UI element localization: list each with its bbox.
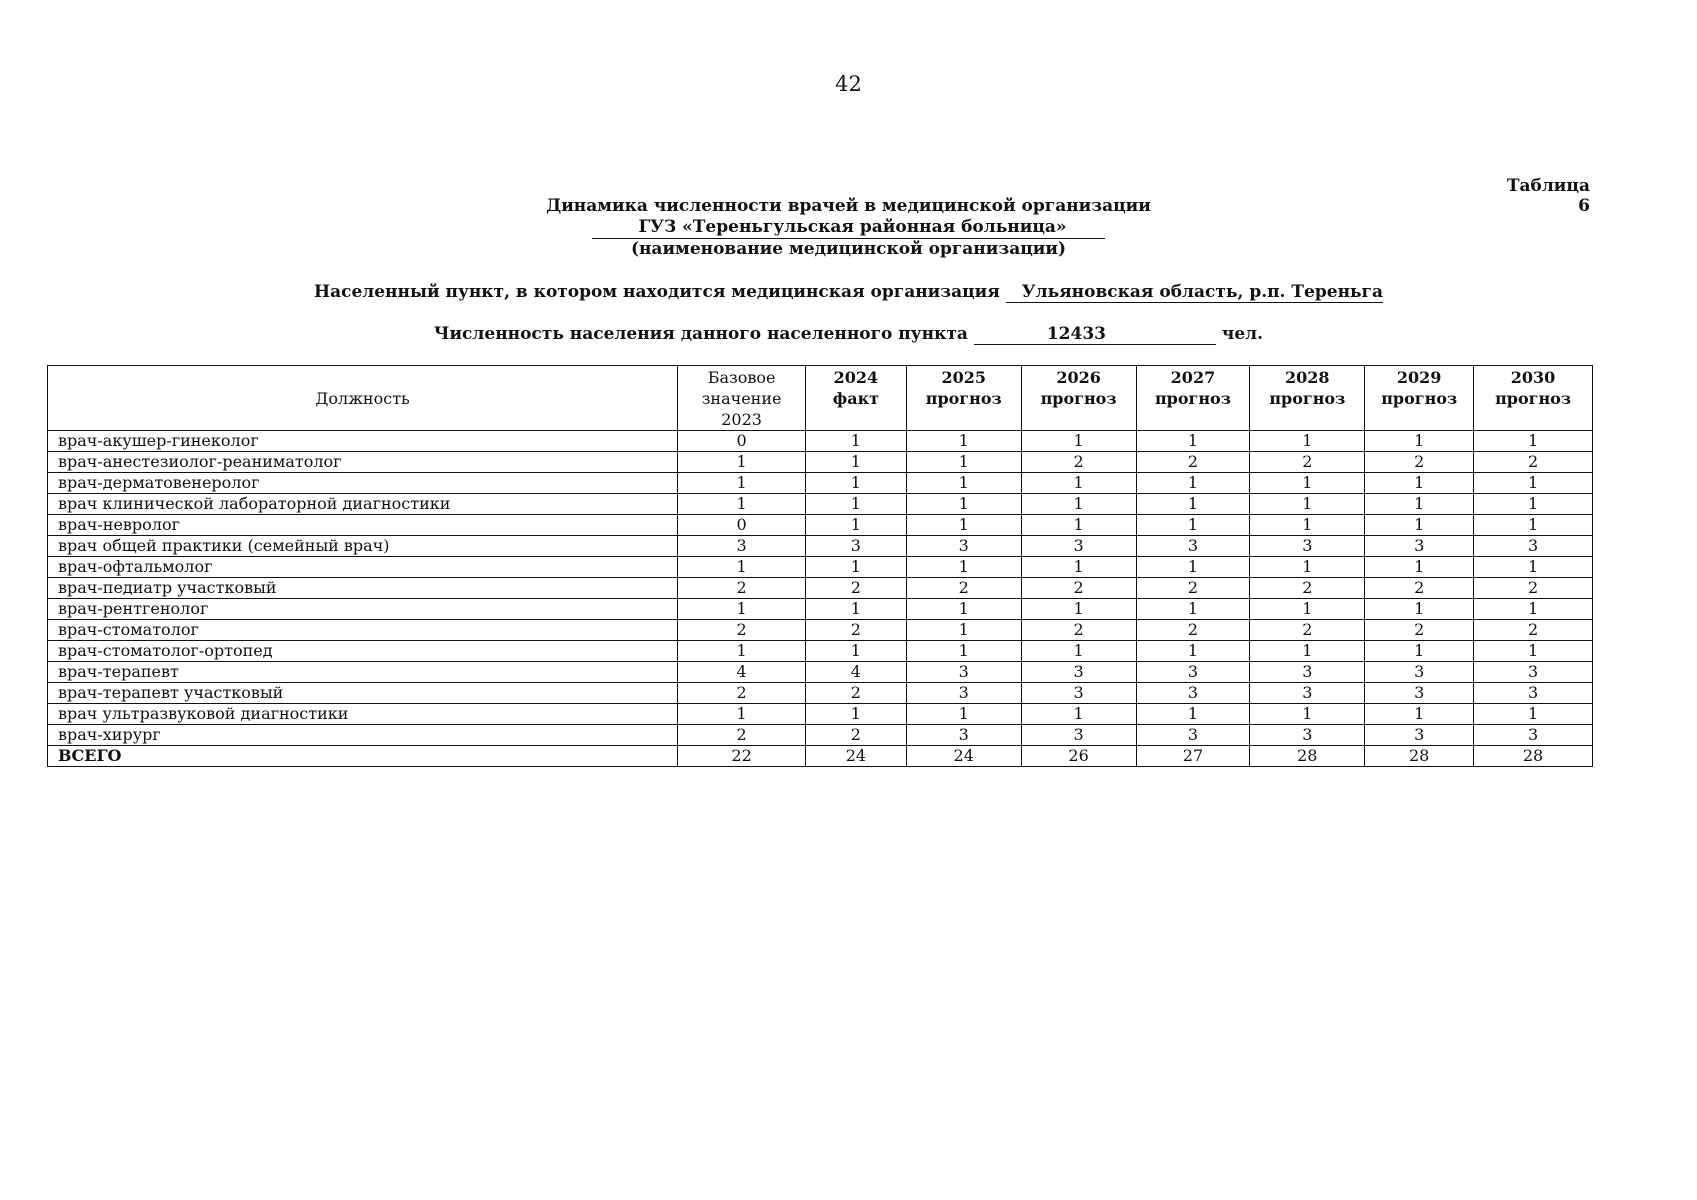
value-cell: 2 [806, 620, 907, 641]
locality-value: Ульяновская область, р.п. Тереньга [1006, 282, 1383, 303]
header-year [1474, 366, 1593, 431]
value-cell: 3 [1250, 536, 1365, 557]
value-cell: 2 [1250, 578, 1365, 599]
value-cell: 1 [1250, 641, 1365, 662]
header-year-note: прогноз [1154, 389, 1231, 408]
header-year-note: прогноз [1269, 389, 1346, 408]
position-cell: врач ультразвуковой диагностики [48, 704, 678, 725]
value-cell: 3 [1474, 683, 1593, 704]
locality-label: Населенный пункт, в котором находится медицинская организация [314, 282, 1000, 302]
table-total-row [48, 746, 1593, 767]
value-cell: 1 [678, 473, 806, 494]
table-row [48, 641, 1593, 662]
staff-dynamics-table [47, 365, 1593, 767]
value-cell: 1 [806, 452, 907, 473]
value-cell: 1 [806, 431, 907, 452]
header-year [1021, 366, 1136, 431]
table-row [48, 620, 1593, 641]
value-cell: 1 [906, 431, 1021, 452]
value-cell: 2 [1474, 620, 1593, 641]
value-cell: 1 [1365, 494, 1474, 515]
value-cell: 2 [678, 620, 806, 641]
value-cell: 2 [906, 578, 1021, 599]
value-cell: 1 [906, 620, 1021, 641]
position-cell: врач-педиатр участковый [48, 578, 678, 599]
value-cell: 1 [1250, 431, 1365, 452]
header-year-label: 2028 [1285, 368, 1330, 387]
value-cell: 1 [1365, 515, 1474, 536]
value-cell: 1 [1136, 494, 1250, 515]
value-cell: 2 [806, 683, 907, 704]
population-label: Численность населения данного населенного пункта [433, 324, 968, 344]
position-cell: врач-невролог [48, 515, 678, 536]
value-cell: 1 [1021, 704, 1136, 725]
position-cell: врач-анестезиолог-реаниматолог [48, 452, 678, 473]
value-cell: 2 [1021, 452, 1136, 473]
value-cell: 1 [678, 557, 806, 578]
value-cell: 1 [1250, 557, 1365, 578]
header-base-line: значение [701, 389, 782, 408]
value-cell: 3 [906, 536, 1021, 557]
page-number: 42 [835, 72, 862, 96]
value-cell: 1 [806, 641, 907, 662]
position-cell: врач-стоматолог [48, 620, 678, 641]
value-cell: 4 [678, 662, 806, 683]
value-cell: 1 [806, 515, 907, 536]
table-row [48, 536, 1593, 557]
value-cell: 3 [1136, 683, 1250, 704]
value-cell: 2 [1136, 620, 1250, 641]
table-row [48, 599, 1593, 620]
value-cell: 3 [1250, 683, 1365, 704]
value-cell: 0 [678, 515, 806, 536]
value-cell: 3 [1021, 662, 1136, 683]
value-cell: 2 [1021, 620, 1136, 641]
value-cell: 3 [1250, 662, 1365, 683]
header-year-label: 2024 [833, 368, 879, 387]
value-cell: 1 [1365, 599, 1474, 620]
value-cell: 3 [1250, 725, 1365, 746]
value-cell: 3 [1365, 536, 1474, 557]
table-heading [0, 196, 1697, 260]
value-cell: 1 [1136, 515, 1250, 536]
table-row [48, 578, 1593, 599]
value-cell: 3 [678, 536, 806, 557]
value-cell: 28 [1474, 746, 1593, 767]
table-row [48, 452, 1593, 473]
value-cell: 1 [906, 452, 1021, 473]
value-cell: 2 [806, 578, 907, 599]
value-cell: 2 [1021, 578, 1136, 599]
value-cell: 1 [1136, 557, 1250, 578]
header-year-note: прогноз [925, 389, 1002, 408]
header-year-label: 2026 [1056, 368, 1101, 387]
value-cell: 1 [906, 494, 1021, 515]
value-cell: 1 [1250, 494, 1365, 515]
value-cell: 1 [1365, 557, 1474, 578]
population-line [0, 324, 1697, 345]
value-cell: 3 [906, 662, 1021, 683]
value-cell: 2 [1365, 578, 1474, 599]
position-cell: врач-хирург [48, 725, 678, 746]
value-cell: 3 [806, 536, 907, 557]
value-cell: 4 [806, 662, 907, 683]
value-cell: 1 [806, 494, 907, 515]
value-cell: 1 [1021, 473, 1136, 494]
value-cell: 2 [678, 683, 806, 704]
value-cell: 2 [1250, 620, 1365, 641]
organization-caption: (наименование медицинской организации) [630, 239, 1067, 259]
value-cell: 1 [1021, 557, 1136, 578]
header-base-value [678, 366, 806, 431]
value-cell: 28 [1365, 746, 1474, 767]
header-year-note: прогноз [1381, 389, 1458, 408]
value-cell: 3 [1021, 683, 1136, 704]
value-cell: 2 [1136, 578, 1250, 599]
value-cell: 1 [1250, 704, 1365, 725]
total-label: ВСЕГО [48, 746, 678, 767]
value-cell: 1 [1474, 515, 1593, 536]
value-cell: 1 [1250, 515, 1365, 536]
table-row [48, 662, 1593, 683]
table-row [48, 683, 1593, 704]
table-row [48, 725, 1593, 746]
value-cell: 27 [1136, 746, 1250, 767]
value-cell: 2 [1474, 578, 1593, 599]
table-row [48, 557, 1593, 578]
value-cell: 1 [806, 599, 907, 620]
value-cell: 3 [1136, 536, 1250, 557]
header-year-label: 2029 [1396, 368, 1442, 387]
table-row [48, 515, 1593, 536]
position-cell: врач клинической лабораторной диагностики [48, 494, 678, 515]
header-position: Должность [48, 366, 678, 431]
value-cell: 3 [1474, 725, 1593, 746]
value-cell: 0 [678, 431, 806, 452]
value-cell: 1 [906, 641, 1021, 662]
value-cell: 2 [1250, 452, 1365, 473]
value-cell: 1 [1136, 473, 1250, 494]
value-cell: 1 [906, 473, 1021, 494]
value-cell: 1 [1021, 494, 1136, 515]
value-cell: 2 [678, 578, 806, 599]
value-cell: 1 [806, 473, 907, 494]
table-row [48, 431, 1593, 452]
value-cell: 1 [678, 641, 806, 662]
value-cell: 3 [1474, 536, 1593, 557]
value-cell: 2 [1365, 452, 1474, 473]
value-cell: 1 [1474, 494, 1593, 515]
value-cell: 1 [1365, 641, 1474, 662]
value-cell: 3 [906, 683, 1021, 704]
header-year-label: 2030 [1510, 368, 1556, 387]
value-cell: 3 [1365, 662, 1474, 683]
table-row [48, 704, 1593, 725]
value-cell: 1 [1021, 515, 1136, 536]
value-cell: 1 [1474, 641, 1593, 662]
value-cell: 1 [1021, 431, 1136, 452]
value-cell: 28 [1250, 746, 1365, 767]
value-cell: 1 [1136, 431, 1250, 452]
header-year [1365, 366, 1474, 431]
header-year-label: 2025 [941, 368, 986, 387]
value-cell: 1 [906, 704, 1021, 725]
header-year [1250, 366, 1365, 431]
value-cell: 1 [1250, 599, 1365, 620]
value-cell: 3 [1136, 725, 1250, 746]
position-cell: врач-офтальмолог [48, 557, 678, 578]
value-cell: 1 [1474, 599, 1593, 620]
value-cell: 1 [1365, 431, 1474, 452]
position-cell: врач общей практики (семейный врач) [48, 536, 678, 557]
value-cell: 26 [1021, 746, 1136, 767]
organization-name: ГУЗ «Тереньгульская районная больница» [592, 217, 1104, 239]
header-year-label: 2027 [1170, 368, 1216, 387]
table-header-row [48, 366, 1593, 431]
value-cell: 1 [1136, 704, 1250, 725]
value-cell: 2 [1474, 452, 1593, 473]
value-cell: 22 [678, 746, 806, 767]
value-cell: 24 [806, 746, 907, 767]
value-cell: 3 [1021, 536, 1136, 557]
value-cell: 3 [1474, 662, 1593, 683]
value-cell: 1 [678, 599, 806, 620]
header-year-note: прогноз [1495, 389, 1572, 408]
value-cell: 1 [678, 494, 806, 515]
value-cell: 1 [1474, 557, 1593, 578]
header-base-line: Базовое [707, 368, 776, 387]
value-cell: 1 [1136, 599, 1250, 620]
value-cell: 1 [1365, 704, 1474, 725]
table-body [48, 431, 1593, 767]
value-cell: 3 [1136, 662, 1250, 683]
header-base-line: 2023 [721, 410, 762, 429]
value-cell: 1 [1474, 704, 1593, 725]
value-cell: 1 [1021, 599, 1136, 620]
locality-line [0, 282, 1697, 303]
value-cell: 1 [1365, 473, 1474, 494]
position-cell: врач-акушер-гинеколог [48, 431, 678, 452]
position-cell: врач-рентгенолог [48, 599, 678, 620]
value-cell: 3 [1365, 683, 1474, 704]
position-cell: врач-терапевт [48, 662, 678, 683]
value-cell: 24 [906, 746, 1021, 767]
table-row [48, 473, 1593, 494]
position-cell: врач-стоматолог-ортопед [48, 641, 678, 662]
value-cell: 1 [906, 515, 1021, 536]
value-cell: 2 [1136, 452, 1250, 473]
value-cell: 1 [806, 557, 907, 578]
value-cell: 1 [1474, 431, 1593, 452]
value-cell: 1 [678, 704, 806, 725]
header-year [806, 366, 907, 431]
table-title: Динамика численности врачей в медицинской организации [546, 196, 1151, 216]
value-cell: 1 [906, 599, 1021, 620]
value-cell: 1 [906, 557, 1021, 578]
value-cell: 1 [678, 452, 806, 473]
value-cell: 3 [1365, 725, 1474, 746]
value-cell: 2 [678, 725, 806, 746]
header-year [1136, 366, 1250, 431]
population-value: 12433 [974, 324, 1216, 345]
value-cell: 1 [806, 704, 907, 725]
header-year [906, 366, 1021, 431]
value-cell: 3 [906, 725, 1021, 746]
value-cell: 1 [1136, 641, 1250, 662]
header-year-note: прогноз [1040, 389, 1117, 408]
value-cell: 1 [1250, 473, 1365, 494]
population-unit: чел. [1221, 324, 1264, 344]
position-cell: врач-дерматовенеролог [48, 473, 678, 494]
value-cell: 1 [1474, 473, 1593, 494]
header-year-note: факт [832, 389, 880, 408]
value-cell: 2 [1365, 620, 1474, 641]
value-cell: 2 [806, 725, 907, 746]
value-cell: 1 [1021, 641, 1136, 662]
value-cell: 3 [1021, 725, 1136, 746]
table-label: Таблица 6 [1506, 176, 1590, 216]
table-row [48, 494, 1593, 515]
position-cell: врач-терапевт участковый [48, 683, 678, 704]
